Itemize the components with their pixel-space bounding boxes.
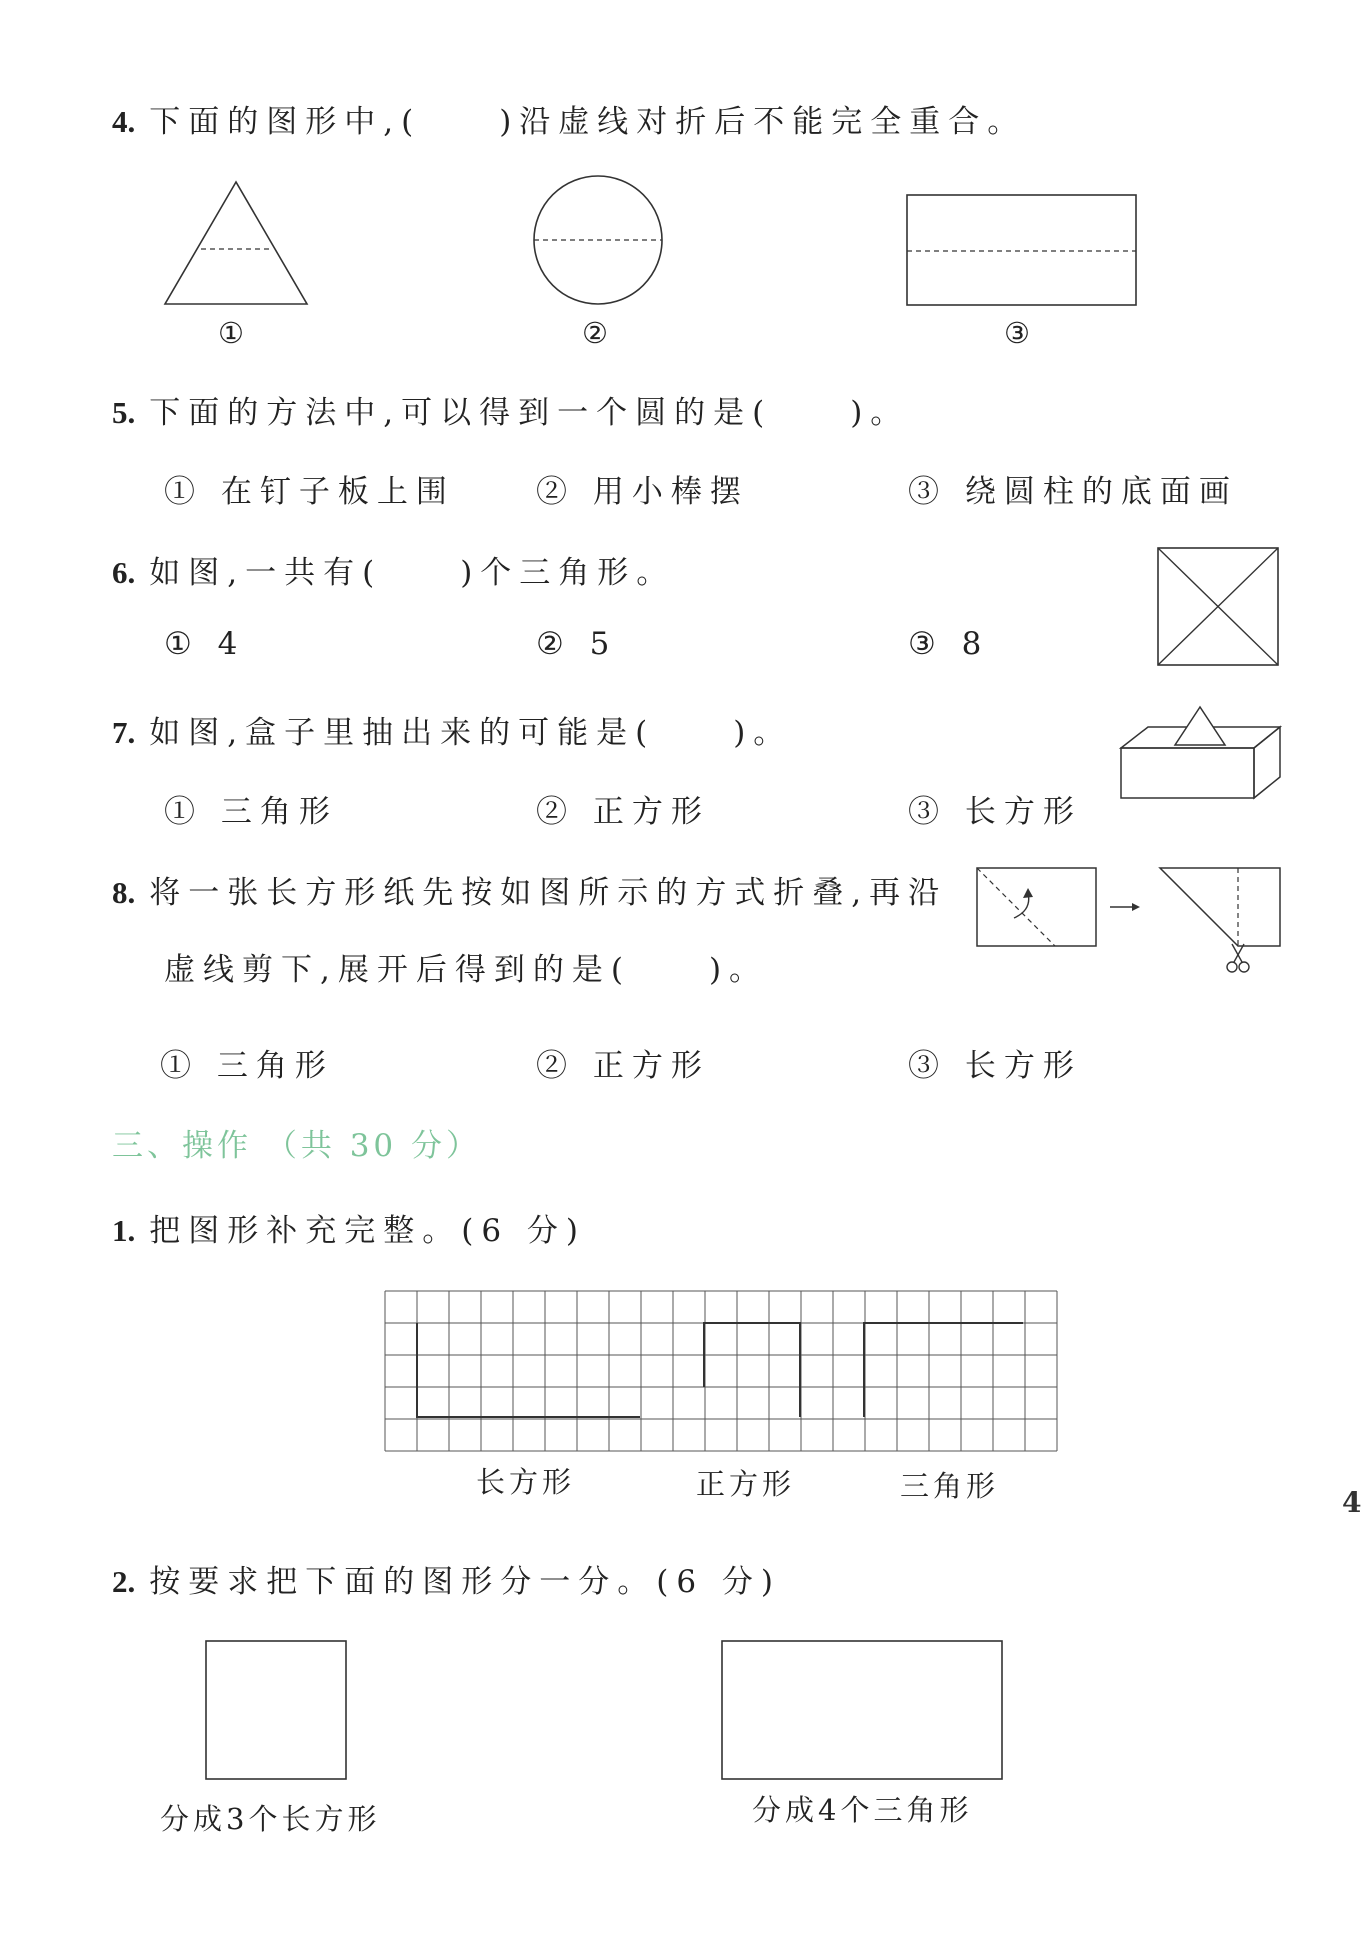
q6-option-3: ③ 8 xyxy=(908,626,990,662)
q7-option-3: ③ 长方形 xyxy=(908,794,1082,830)
grid-label-square: 正方形 xyxy=(696,1467,796,1501)
question-number: 6. xyxy=(112,555,136,590)
caption-square: 分成3个长方形 xyxy=(160,1802,381,1836)
q5-option-3: ③ 绕圆柱的底面画 xyxy=(908,474,1238,510)
grid-label-rectangle: 长方形 xyxy=(476,1465,576,1499)
question-number: 5. xyxy=(112,395,136,430)
square-to-divide[interactable] xyxy=(206,1641,346,1779)
q7-option-2: ② 正方形 xyxy=(536,794,710,830)
question-number: 2. xyxy=(112,1564,136,1599)
question-text: 把图形补充完整。(6 分) xyxy=(149,1213,587,1249)
q5-option-2: ② 用小棒摆 xyxy=(536,474,749,510)
question-number: 8. xyxy=(112,875,136,910)
question-text: 下面的方法中,可以得到一个圆的是( )。 xyxy=(149,395,910,431)
question-number: 4. xyxy=(112,104,136,139)
question-text-line-1: 将一张长方形纸先按如图所示的方式折叠,再沿 xyxy=(149,875,948,911)
q6-option-2: ② 5 xyxy=(536,626,618,662)
rectangle-to-divide[interactable] xyxy=(722,1641,1002,1779)
q8-option-1: ① 三角形 xyxy=(160,1048,334,1084)
figure-label-3: ③ xyxy=(1004,316,1034,350)
question-number: 7. xyxy=(112,715,136,750)
question-8-line-2: 虚线剪下,展开后得到的是( )。 xyxy=(164,952,769,988)
q6-option-1: ① 4 xyxy=(164,626,246,662)
grid-label-triangle: 三角形 xyxy=(900,1469,1000,1503)
section-title: 三、操作 （共 30 分） xyxy=(112,1128,482,1164)
q8-option-2: ② 正方形 xyxy=(536,1048,710,1084)
caption-rectangle: 分成4个三角形 xyxy=(752,1793,973,1827)
question-text: 下面的图形中,( )沿虚线对折后不能完全重合。 xyxy=(149,104,1027,140)
q5-option-1: ① 在钉子板上围 xyxy=(164,474,455,510)
q7-option-1: ① 三角形 xyxy=(164,794,338,830)
question-number: 1. xyxy=(112,1213,136,1248)
question-text: 按要求把下面的图形分一分。(6 分) xyxy=(149,1564,782,1600)
question-text: 如图,盒子里抽出来的可能是( )。 xyxy=(149,715,793,751)
question-text: 如图,一共有( )个三角形。 xyxy=(149,555,676,591)
figure-label-2: ② xyxy=(582,316,612,350)
figure-label-1: ① xyxy=(218,316,248,350)
page-number-edge: 4 xyxy=(1342,1486,1361,1519)
q8-option-3: ③ 长方形 xyxy=(908,1048,1082,1084)
